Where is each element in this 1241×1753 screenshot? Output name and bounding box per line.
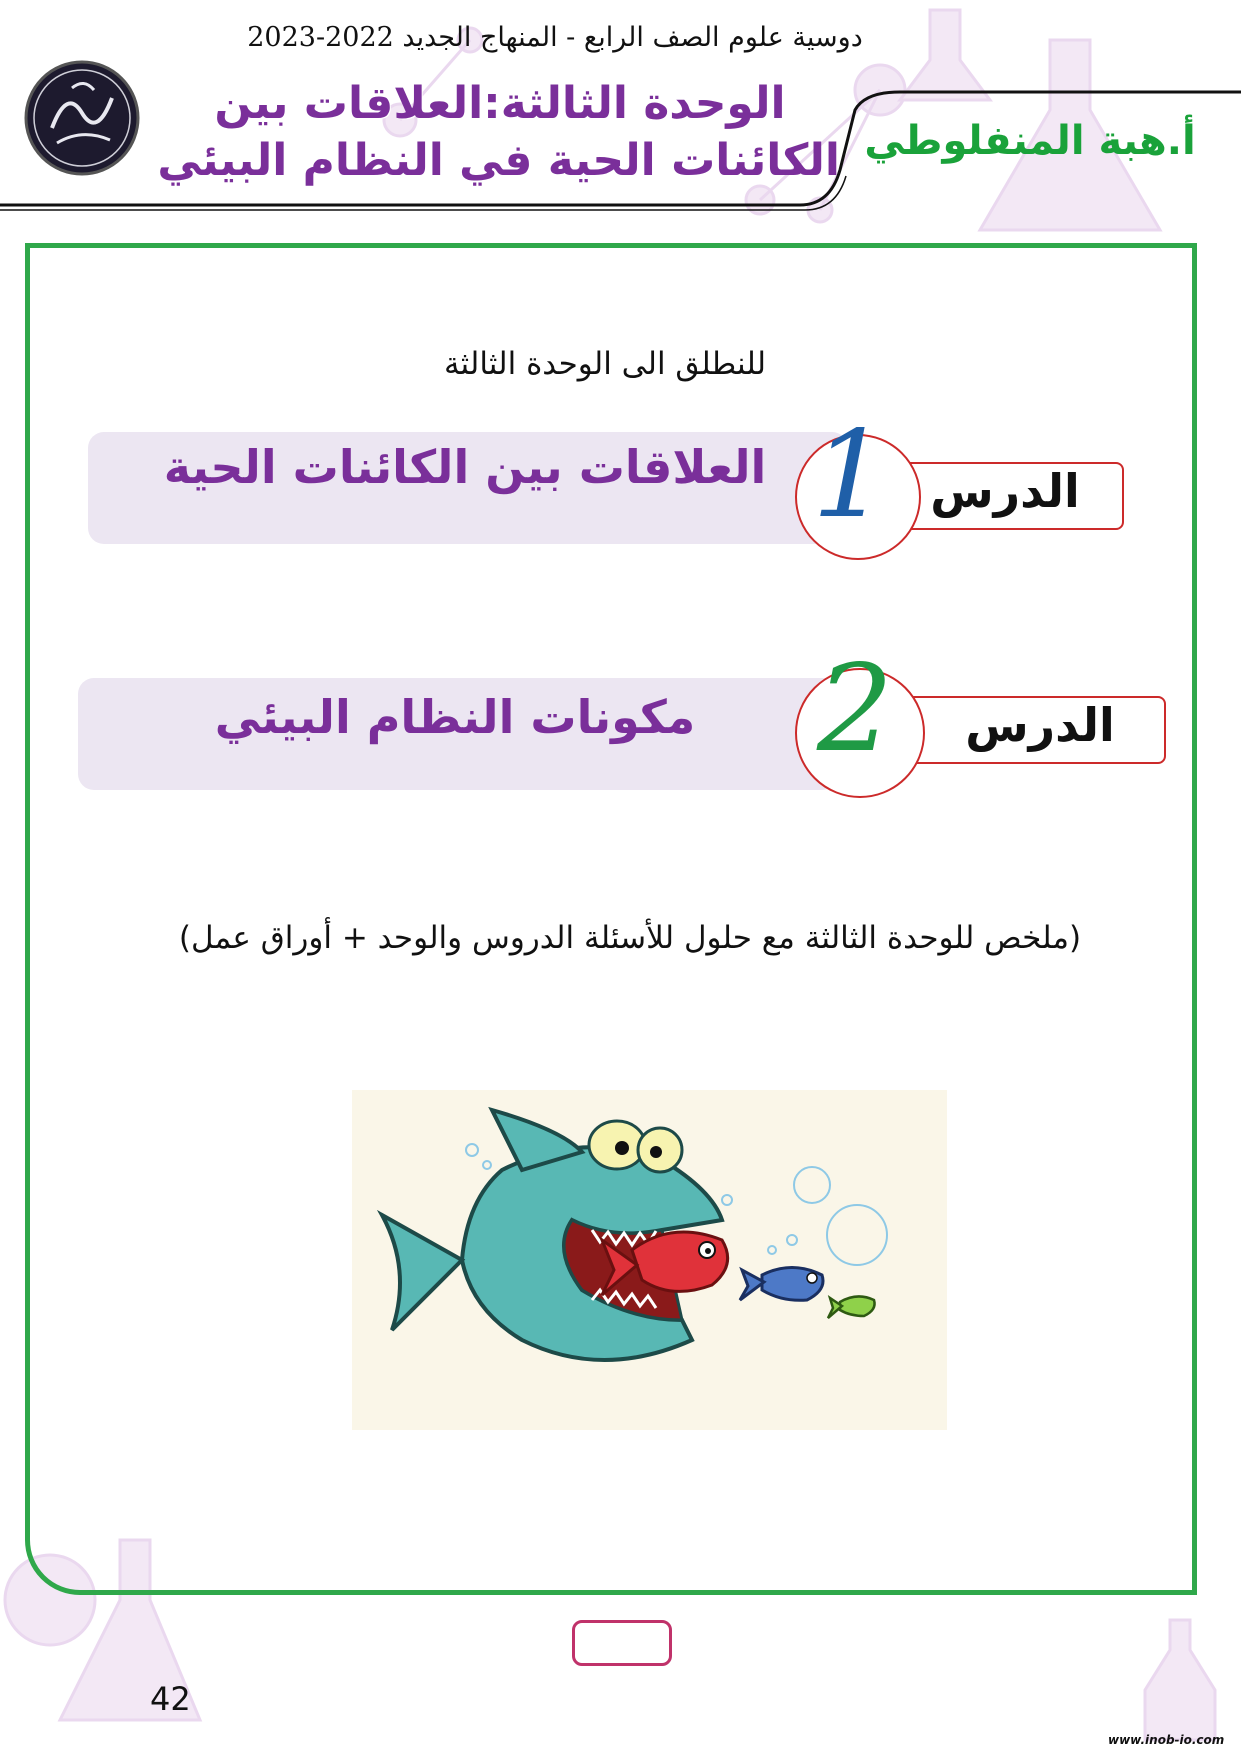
lesson-1-number: 1 [811, 406, 889, 545]
document-subtitle: دوسية علوم الصف الرابع - المنهاج الجديد 2022-2023 [247, 22, 863, 53]
page-tab-decoration [572, 1620, 672, 1666]
lesson-2-title: مكونات النظام البيئي [214, 690, 696, 744]
summary-text: (ملخص للوحدة الثالثة مع حلول للأسئلة الدروس والوحد + أوراق عمل) [178, 920, 1082, 956]
lesson-1-title: العلاقات بين الكائنات الحية [163, 440, 767, 494]
unit-title-line-2: الكائنات الحية في النظام البيئي [157, 135, 840, 186]
lesson-1-badge-label: الدرس [930, 464, 1080, 518]
fish-food-chain-illustration [352, 1090, 947, 1430]
lesson-2-badge-label: الدرس [965, 698, 1115, 752]
intro-text: للنطلق الى الوحدة الثالثة [443, 346, 767, 382]
page-number: 42 [150, 1680, 191, 1718]
unit-title-line-1: الوحدة الثالثة:العلاقات بين [214, 78, 786, 129]
footer-url: www.inob-io.com [1108, 1733, 1225, 1747]
author-name: أ.هبة المنفلوطي [864, 118, 1196, 164]
lesson-2-number: 2 [816, 640, 894, 779]
author-seal-logo [22, 58, 142, 178]
